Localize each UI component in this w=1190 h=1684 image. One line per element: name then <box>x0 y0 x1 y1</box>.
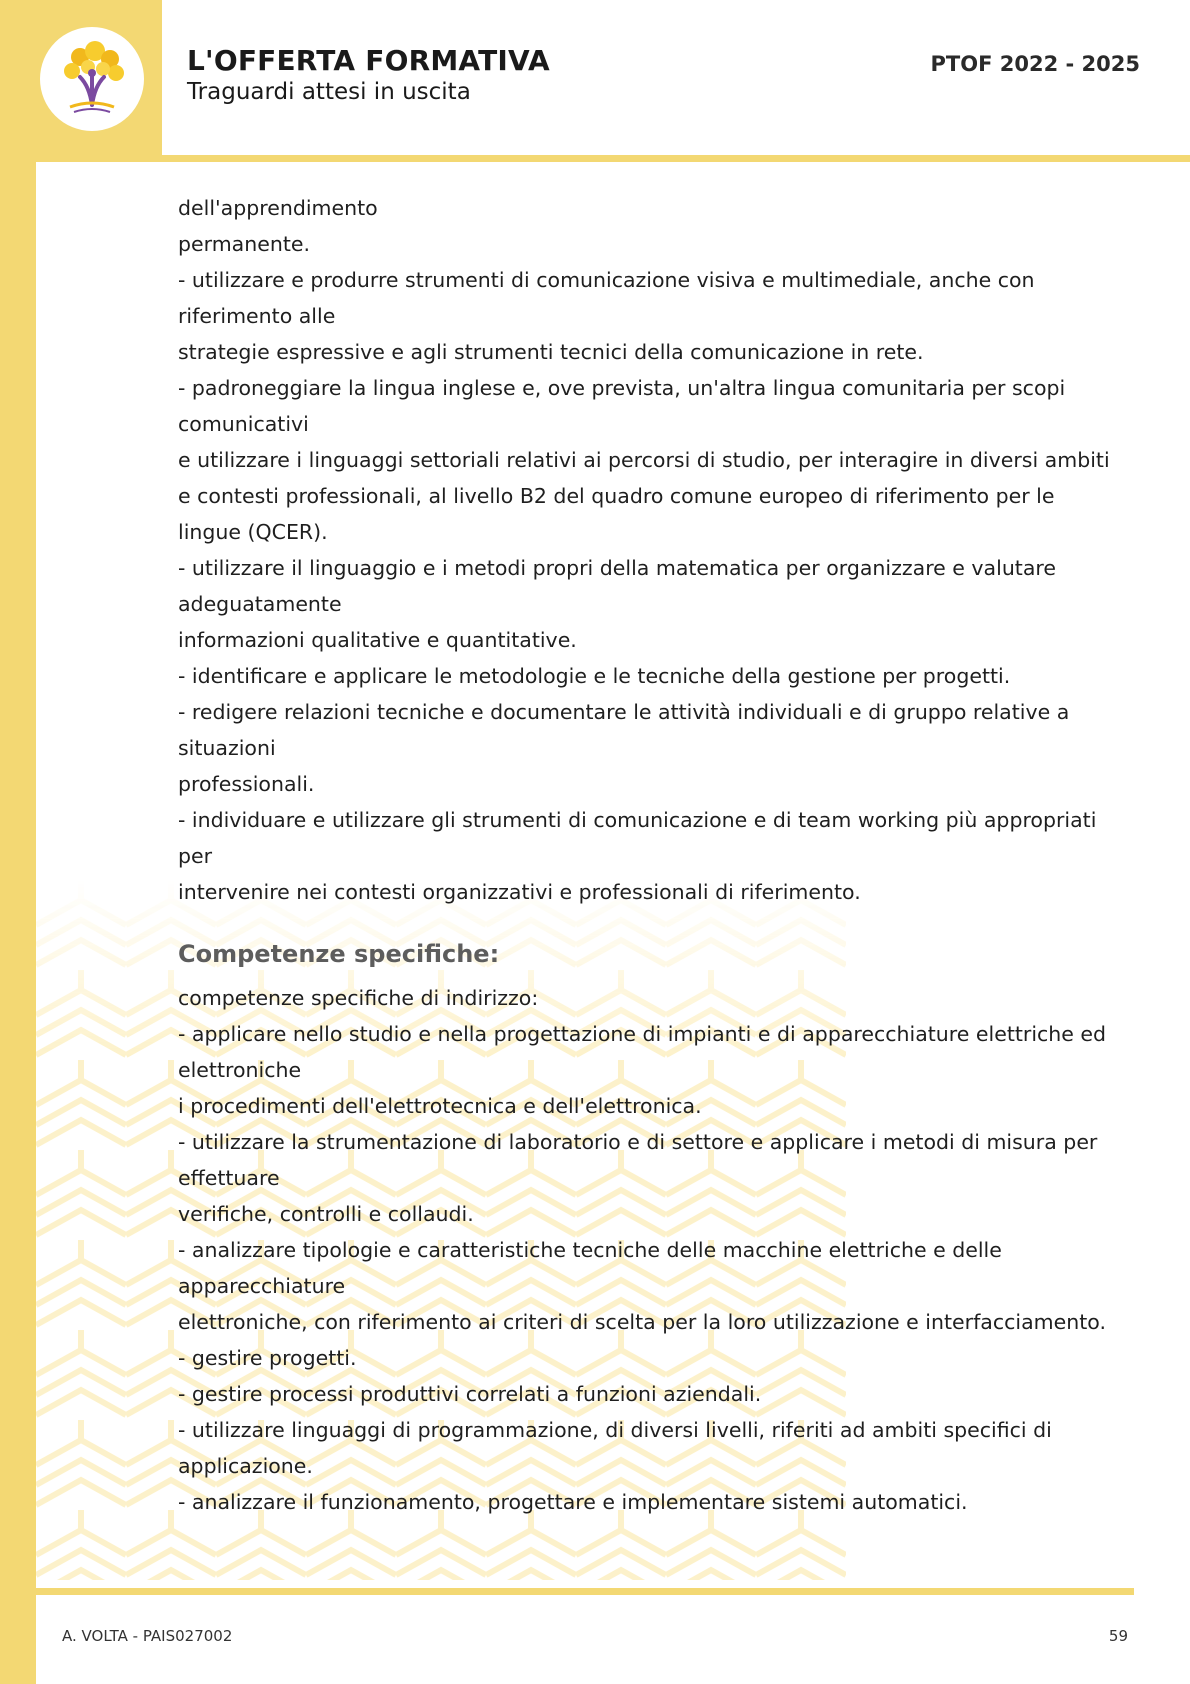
text-line: - analizzare tipologie e caratteristiche tecniche delle macchine elettriche e delle <box>178 1238 1002 1262</box>
text-line: - individuare e utilizzare gli strumenti di comunicazione e di team working più appropriati <box>178 808 1097 832</box>
text-line: i procedimenti dell'elettrotecnica e dell'elettronica. <box>178 1094 702 1118</box>
text-line: situazioni <box>178 736 276 760</box>
text-line: strategie espressive e agli strumenti tecnici della comunicazione in rete. <box>178 340 924 364</box>
footer-divider <box>36 1588 1134 1595</box>
footer-school-code: A. VOLTA - PAIS027002 <box>62 1627 233 1645</box>
text-line: - analizzare il funzionamento, progettare e implementare sistemi automatici. <box>178 1490 968 1514</box>
text-line: dell'apprendimento <box>178 196 378 220</box>
text-line: - gestire progetti. <box>178 1346 357 1370</box>
text-line: e utilizzare i linguaggi settoriali relativi ai percorsi di studio, per interagire in diversi ambiti <box>178 448 1110 472</box>
text-line: elettroniche <box>178 1058 302 1082</box>
text-line: professionali. <box>178 772 315 796</box>
text-line: per <box>178 844 213 868</box>
text-line: verifiche, controlli e collaudi. <box>178 1202 474 1226</box>
text-line: - redigere relazioni tecniche e documentare le attività individuali e di gruppo relative a <box>178 700 1070 724</box>
text-line: riferimento alle <box>178 304 336 328</box>
text-line: - utilizzare la strumentazione di laboratorio e di settore e applicare i metodi di misura per <box>178 1130 1098 1154</box>
text-line: - identificare e applicare le metodologie e le tecniche della gestione per progetti. <box>178 664 1011 688</box>
document-body <box>178 190 1118 1520</box>
ptof-badge: PTOF 2022 - 2025 <box>930 52 1140 76</box>
text-line: intervenire nei contesti organizzativi e professionali di riferimento. <box>178 880 861 904</box>
text-line: applicazione. <box>178 1454 313 1478</box>
text-line: competenze specifiche di indirizzo: <box>178 986 539 1010</box>
text-line: - utilizzare linguaggi di programmazione, di diversi livelli, riferiti ad ambiti specifici di <box>178 1418 1052 1442</box>
text-line: - utilizzare e produrre strumenti di comunicazione visiva e multimediale, anche con <box>178 268 1035 292</box>
text-line: apparecchiature <box>178 1274 346 1298</box>
page-title: L'OFFERTA FORMATIVA <box>187 44 550 77</box>
text-line: - padroneggiare la lingua inglese e, ove prevista, un'altra lingua comunitaria per scopi <box>178 376 1066 400</box>
text-line: informazioni qualitative e quantitative. <box>178 628 577 652</box>
text-line: adeguatamente <box>178 592 342 616</box>
text-line: - applicare nello studio e nella progettazione di impianti e di apparecchiature elettriche ed <box>178 1022 1107 1046</box>
text-line: permanente. <box>178 232 310 256</box>
text-line: - gestire processi produttivi correlati a funzioni aziendali. <box>178 1382 762 1406</box>
tree-logo-icon <box>40 27 144 131</box>
intro-paragraphs <box>178 190 1118 910</box>
text-line: lingue (QCER). <box>178 520 328 544</box>
school-logo <box>40 27 144 131</box>
header-divider <box>36 155 1190 162</box>
text-line: - utilizzare il linguaggio e i metodi propri della matematica per organizzare e valutare <box>178 556 1056 580</box>
text-line: comunicativi <box>178 412 309 436</box>
text-line: effettuare <box>178 1166 280 1190</box>
section-heading: Competenze specifiche: <box>178 940 500 968</box>
text-line: e contesti professionali, al livello B2 del quadro comune europeo di riferimento per le <box>178 484 1055 508</box>
competences-list <box>178 980 1118 1520</box>
left-accent-band <box>0 0 36 1684</box>
page-subtitle: Traguardi attesi in uscita <box>187 79 471 105</box>
page-number: 59 <box>1108 1627 1128 1645</box>
text-line: elettroniche, con riferimento ai criteri di scelta per la loro utilizzazione e interfacciamento. <box>178 1310 1106 1334</box>
